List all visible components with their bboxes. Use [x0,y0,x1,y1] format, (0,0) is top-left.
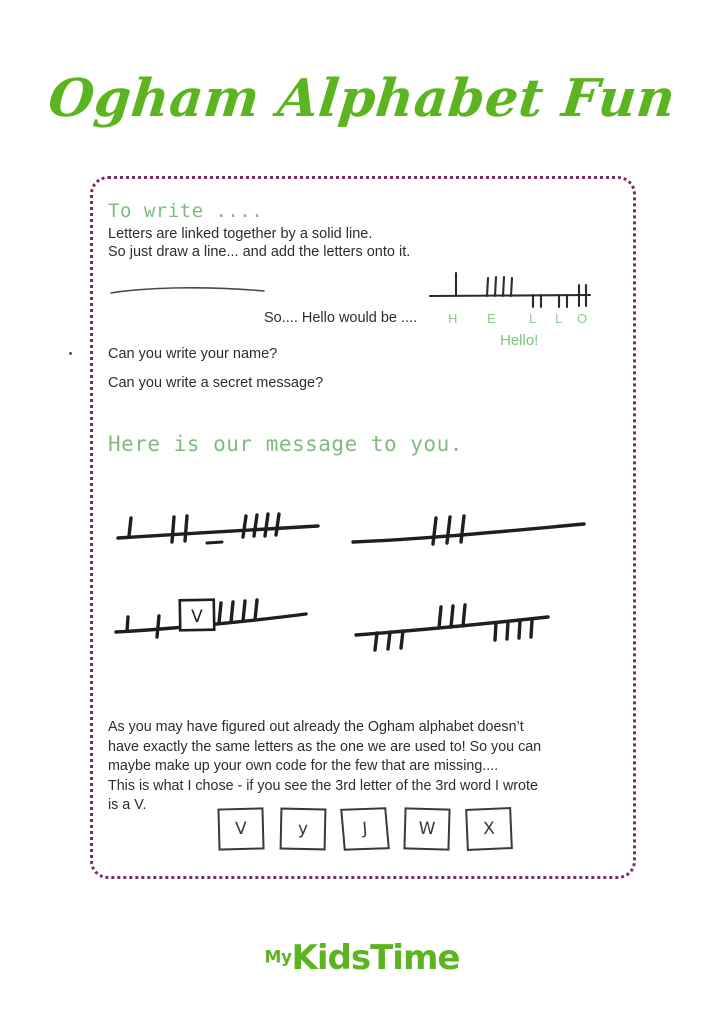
ogham-message-word-1 [112,505,327,560]
logo-main-text: KidsTime [291,938,460,978]
ogham-message-word-2 [348,505,593,560]
instructions-line-1: Letters are linked together by a solid line. [108,226,373,242]
instructions-heading: To write .... [108,200,264,222]
closing-paragraph-line-2: have exactly the same letters as the one we are used to! So you can [108,738,542,755]
logo-prefix: My [264,947,292,968]
closing-paragraph-line-5: is a V. [108,797,147,813]
example-letter-0: H [448,311,458,326]
question-secret-message: Can you write a secret message? [108,375,324,391]
ogham-message-word-3 [112,592,317,654]
example-letter-2: L [529,311,537,326]
ogham-boxed-letter: V [191,607,203,627]
code-letter-box-v: V [217,807,264,850]
closing-paragraph-line-1: As you may have figured out already the Ogham alphabet doesn’t [108,719,524,735]
closing-paragraph [108,718,608,816]
code-letter-box-x: X [465,807,513,851]
practice-line-drawing [108,282,268,298]
closing-paragraph-line-3: maybe make up your own code for the few that are missing.... [108,758,499,774]
example-letter-1: E [487,311,496,326]
stray-dot-mark [69,352,72,355]
code-letter-box-j: J [340,807,390,851]
example-letter-3: L [555,311,563,326]
code-letter-box-y: y [280,808,327,851]
page-title: Ogham Alphabet Fun [45,68,679,129]
message-section-heading: Here is our message to you. [108,432,463,456]
code-letter-boxes [218,808,512,850]
ogham-hello-drawing [425,265,595,310]
instructions-line-2: So just draw a line... and add the letters onto it. [108,244,411,260]
example-letter-labels [425,311,600,329]
example-word-hello: Hello! [500,332,539,349]
closing-paragraph-line-4: This is what I chose - if you see the 3rd letter of the 3rd word I wrote [108,777,538,794]
example-letter-4: O [577,311,588,326]
code-letter-box-w: W [403,807,450,850]
footer-logo [0,938,724,978]
example-prompt-text: So.... Hello would be .... [264,310,418,326]
ogham-message-word-4 [352,597,562,659]
question-write-name: Can you write your name? [108,346,278,362]
